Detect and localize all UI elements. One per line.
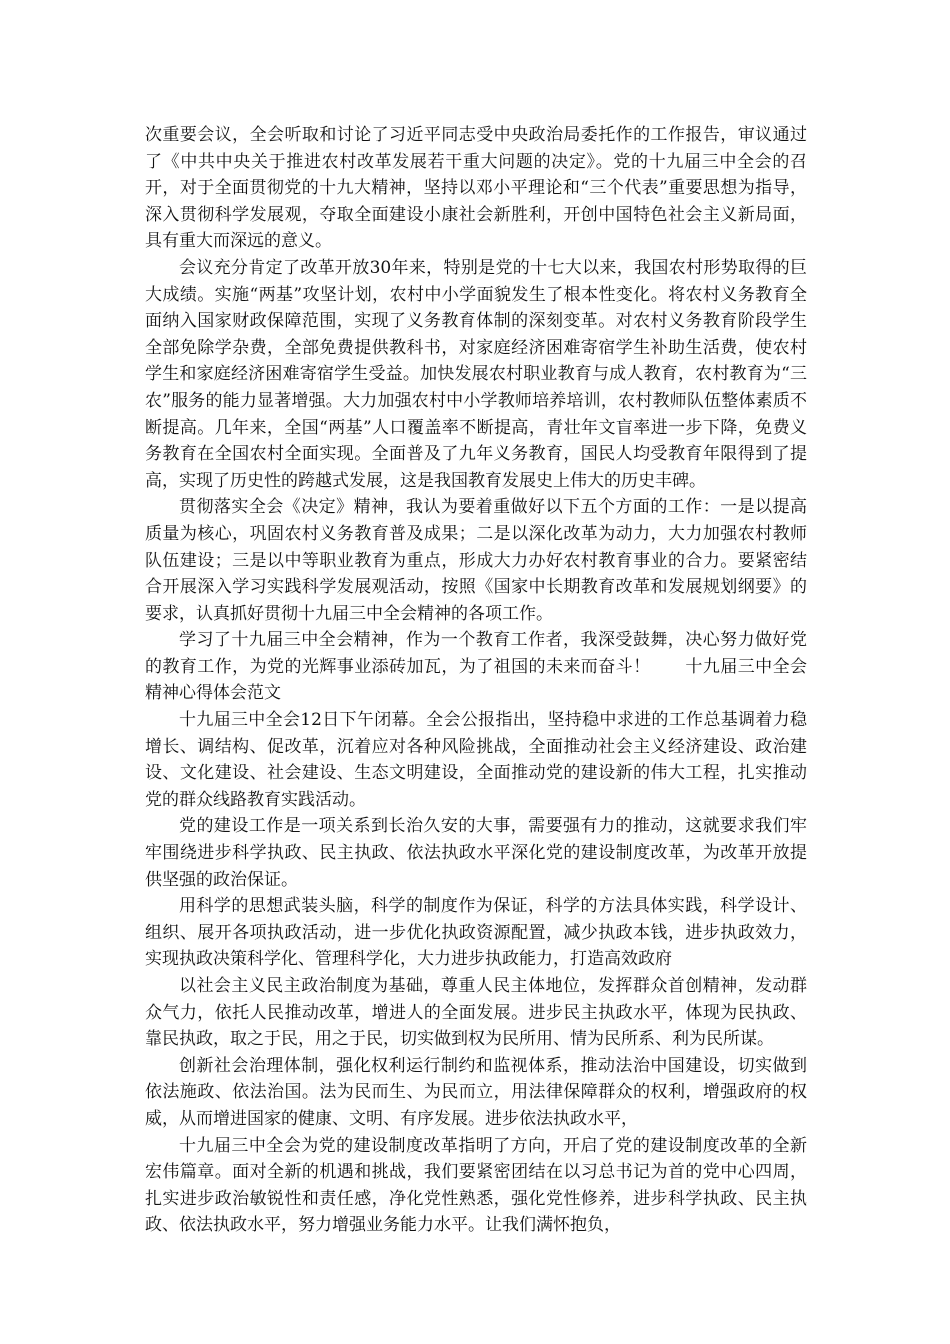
paragraph-6: 党的建设工作是一项关系到长治久安的大事，需要强有力的推动，这就要求我们牢牢围绕进步科学执政、民主执政、依法执政水平深化党的建设制度改革，为改革开放提供坚强的政治保证。 <box>145 816 807 890</box>
paragraph-10: 十九届三中全会为党的建设制度改革指明了方向，开启了党的建设制度改革的全新宏伟篇章。面对全新的机遇和挑战，我们要紧密团结在以习总书记为首的党中心四周，扎实进步政治敏锐性和责任感，净化党性熟悉，强化党性修养，进步科学执政、民主执政、依法执政水平，努力增强业务能力水平。让我们满怀抱负， <box>145 1135 807 1236</box>
paragraph-3: 贯彻落实全会《决定》精神，我认为要着重做好以下五个方面的工作：一是以提高质量为核心，巩固农村义务教育普及成果；二是以深化改革为动力，大力加强农村教师队伍建设；三是以中等职业教育为重点，形成大力办好农村教育事业的合力。要紧密结合开展深入学习实践科学发展观活动，按照《国家中长期教育改革和发展规划纲要》的要求，认真抓好贯彻十九届三中全会精神的各项工作。 <box>145 497 807 624</box>
document-page <box>145 122 807 1239</box>
paragraph-5: 十九届三中全会12日下午闭幕。全会公报指出，坚持稳中求进的工作总基调着力稳增长、调结构、促改革，沉着应对各种风险挑战，全面推动社会主义经济建设、政治建设、文化建设、社会建设、生态文明建设，全面推动党的建设新的伟大工程，扎实推动党的群众线路教育实践活动。 <box>145 710 807 810</box>
paragraph-1: 次重要会议，全会听取和讨论了习近平同志受中央政治局委托作的工作报告，审议通过了《中共中央关于推进农村改革发展若干重大问题的决定》。党的十九届三中全会的召开，对于全面贯彻党的十九大精神，坚持以邓小平理论和“三个代表”重要思想为指导，深入贯彻科学发展观，夺取全面建设小康社会新胜利，开创中国特色社会主义新局面，具有重大而深远的意义。 <box>145 125 807 252</box>
paragraph-4: 学习了十九届三中全会精神，作为一个教育工作者，我深受鼓舞，决心努力做好党的教育工作，为党的光辉事业添砖加瓦，为了祖国的未来而奋斗！ 十九届三中全会精神心得体会范文 <box>145 630 807 704</box>
paragraph-8: 以社会主义民主政治制度为基础，尊重人民主体地位，发挥群众首创精神，发动群众气力，依托人民推动改革，增进人的全面发展。进步民主执政水平，体现为民执政、靠民执政，取之于民，用之于民，切实做到权为民所用、情为民所系、利为民所谋。 <box>145 976 807 1050</box>
paragraph-9: 创新社会治理体制，强化权利运行制约和监视体系，推动法治中国建设，切实做到依法施政、依法治国。法为民而生、为民而立，用法律保障群众的权利，增强政府的权威，从而增进国家的健康、文明、有序发展。进步依法执政水平， <box>145 1055 807 1129</box>
paragraph-2: 会议充分肯定了改革开放30年来，特别是党的十七大以来，我国农村形势取得的巨大成绩。实施“两基”攻坚计划，农村中小学面貌发生了根本性变化。将农村义务教育全面纳入国家财政保障范围，实现了义务教育体制的深刻变革。对农村义务教育阶段学生全部免除学杂费，全部免费提供教科书，对家庭经济困难寄宿学生补助生活费，使农村学生和家庭经济困难寄宿学生受益。加快发展农村职业教育与成人教育，农村教育为“三农”服务的能力显著增强。大力加强农村中小学教师培养培训，农村教师队伍整体素质不断提高。几年来，全国“两基”人口覆盖率不断提高，青壮年文盲率进一步下降，免费义务教育在全国农村全面实现。全面普及了九年义务教育，国民人均受教育年限得到了提高，实现了历史性的跨越式发展，这是我国教育发展史上伟大的历史丰碑。 <box>145 257 807 491</box>
paragraph-7: 用科学的思想武装头脑，科学的制度作为保证，科学的方法具体实践，科学设计、组织、展开各项执政活动，进一步优化执政资源配置，减少执政本钱，进步执政效力，实现执政决策科学化、管理科学化，大力进步执政能力，打造高效政府 <box>145 896 807 970</box>
